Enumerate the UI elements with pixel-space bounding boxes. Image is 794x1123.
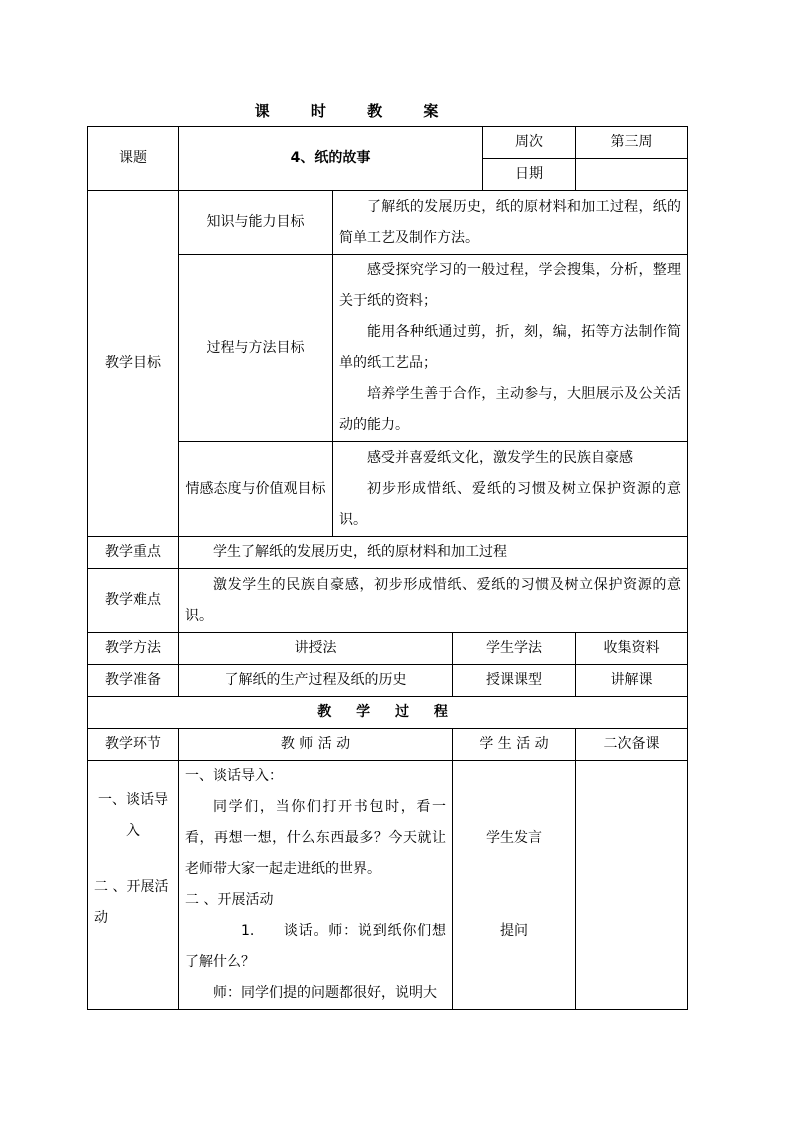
teacher-item-number: 1. xyxy=(241,923,255,939)
teacher-item-text: 谈话。师：说到纸你们想了解什么？ xyxy=(185,923,446,970)
knowledge-objective-text xyxy=(333,191,688,255)
study-method-value: 收集资料 xyxy=(576,633,688,665)
attitude-objective-text xyxy=(333,442,688,537)
key-point-label: 教学重点 xyxy=(88,537,179,569)
teacher-heading-1: 一、谈话导入： xyxy=(185,768,283,784)
process-title: 教 学 过 程 xyxy=(88,697,688,729)
student-activity-cell xyxy=(453,761,576,1010)
teacher-heading-2: 二 、开展活动 xyxy=(185,892,274,908)
knowledge-objective-paragraph: 了解纸的发展历史，纸的原材料和加工过程，纸的简单工艺及制作方法。 xyxy=(339,198,682,246)
process-objective-paragraph-3: 培养学生善于合作，主动参与，大胆展示及公关活动的能力。 xyxy=(339,386,682,433)
study-method-label: 学生学法 xyxy=(453,633,576,665)
stage-cell xyxy=(88,761,179,1010)
col-notes-header: 二次备课 xyxy=(576,729,688,761)
objectives-label: 教学目标 xyxy=(88,191,179,537)
document-title: 课 时 教 案 xyxy=(254,102,457,120)
attitude-objective-label: 情感态度与价值观目标 xyxy=(179,442,333,537)
student-activity-1: 学生发言 xyxy=(486,830,543,846)
student-activity-2: 提问 xyxy=(500,923,529,939)
process-objective-label: 过程与方法目标 xyxy=(179,255,333,442)
teacher-paragraph-1: 同学们，当你们打开书包时，看一看，再想一想，什么东西最多？今天就让老师带大家一起走进纸的世界。 xyxy=(185,799,446,877)
stage-2: 二 、开展活动 xyxy=(94,879,169,926)
prep-label: 教学准备 xyxy=(88,665,179,697)
method-label: 教学方法 xyxy=(88,633,179,665)
notes-cell xyxy=(576,761,688,1010)
topic-value: 4、纸的故事 xyxy=(179,127,483,191)
col-stage-header: 教学环节 xyxy=(88,729,179,761)
col-student-header: 学 生 活 动 xyxy=(453,729,576,761)
process-objective-paragraph-1: 感受探究学习的一般过程，学会搜集，分析，整理关于纸的资料； xyxy=(339,262,682,309)
stage-1: 一、谈话导入 xyxy=(98,792,168,839)
lesson-plan-table xyxy=(87,126,688,1010)
topic-label: 课题 xyxy=(88,127,179,191)
attitude-objective-paragraph-1: 感受并喜爱纸文化，激发学生的民族自豪感 xyxy=(367,449,633,466)
week-value: 第三周 xyxy=(576,127,688,159)
difficulty-text xyxy=(179,569,688,633)
col-teacher-header: 教 师 活 动 xyxy=(179,729,453,761)
date-label: 日期 xyxy=(483,159,576,191)
teacher-paragraph-3: 师：同学们提的问题都很好，说明大 xyxy=(213,985,437,1001)
key-point-paragraph: 学生了解纸的发展历史，纸的原材料和加工过程 xyxy=(213,544,507,560)
week-label: 周次 xyxy=(483,127,576,159)
process-objective-paragraph-2: 能用各种纸通过剪，折，刻，编，拓等方法制作简单的纸工艺品； xyxy=(339,324,682,371)
teacher-activity-cell xyxy=(179,761,453,1010)
method-value: 讲授法 xyxy=(179,633,453,665)
prep-value: 了解纸的生产过程及纸的历史 xyxy=(179,665,453,697)
difficulty-paragraph: 激发学生的民族自豪感，初步形成惜纸、爱纸的习惯及树立保护资源的意识。 xyxy=(185,576,682,624)
process-objective-text xyxy=(333,255,688,442)
lesson-type-label: 授课课型 xyxy=(453,665,576,697)
lesson-type-value: 讲解课 xyxy=(576,665,688,697)
attitude-objective-paragraph-2: 初步形成惜纸、爱纸的习惯及树立保护资源的意识。 xyxy=(339,480,682,528)
difficulty-label: 教学难点 xyxy=(88,569,179,633)
knowledge-objective-label: 知识与能力目标 xyxy=(179,191,333,255)
date-value xyxy=(576,159,688,191)
key-point-text xyxy=(179,537,688,569)
teacher-item-1 xyxy=(185,916,446,978)
